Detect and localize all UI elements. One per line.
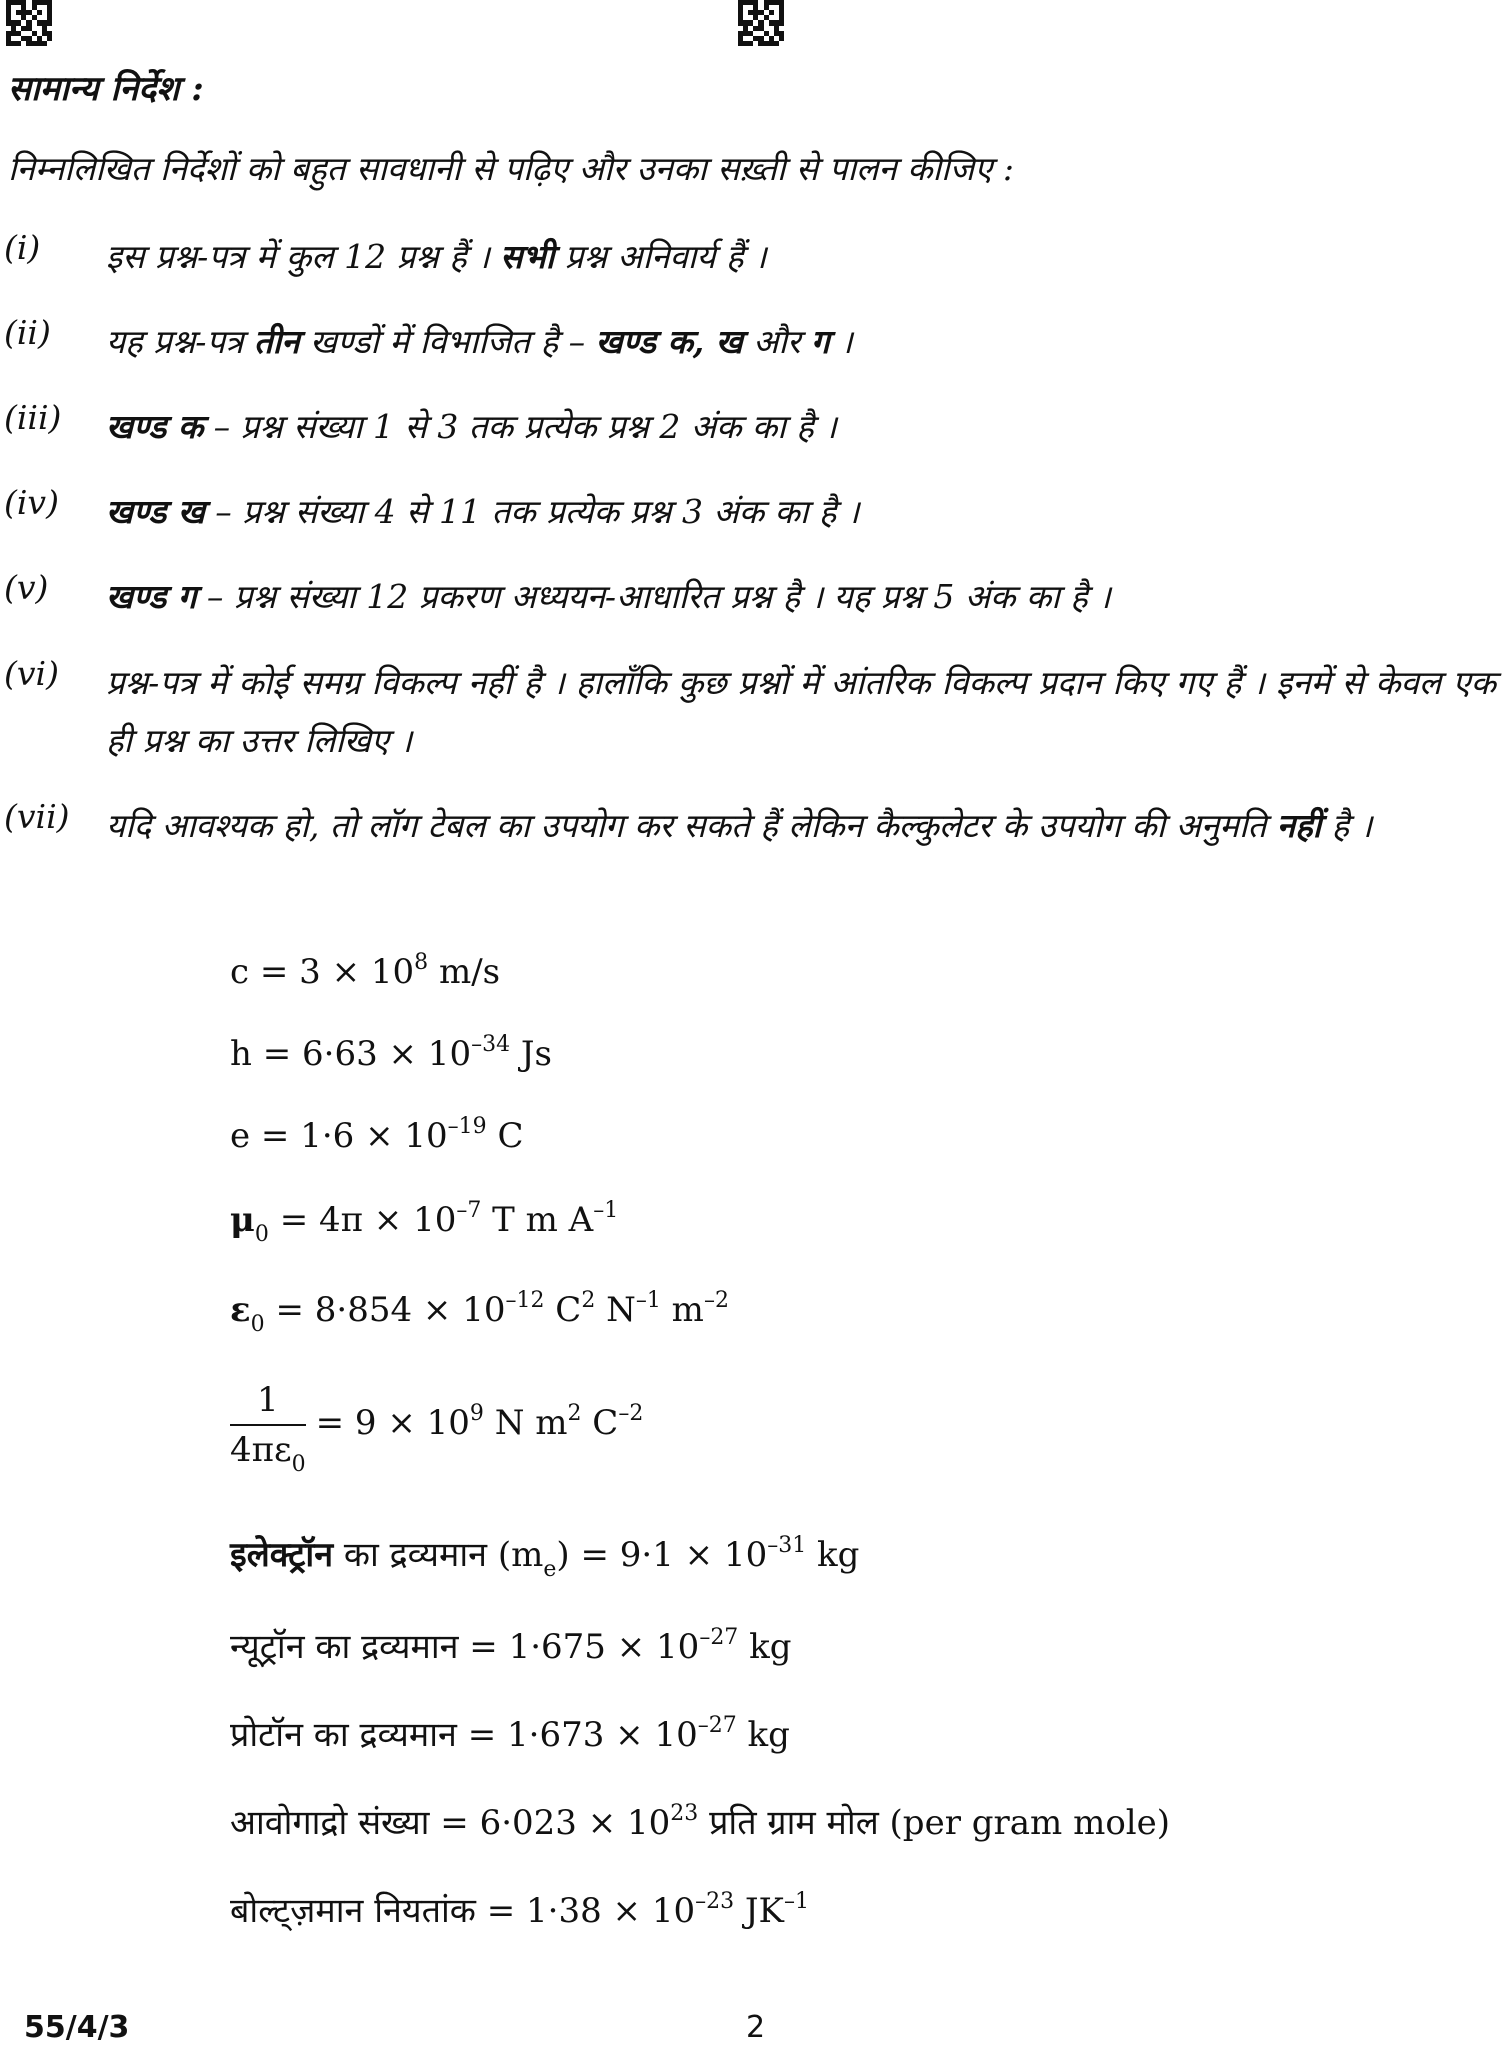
constant-electron-charge: $e = 1\cdot 6 \times 10^{-19}$ C [230,1114,524,1156]
constant-avogadro: आवोगाद्रो संख्या = $6\cdot 023 \times 10^{23}$ प्रति ग्राम मोल (per gram mole) [230,1801,1171,1843]
item-text: खण्ड ख – प्रश्न संख्या 4 से 11 तक प्रत्येक प्रश्न 3 अंक का है । [106,492,860,531]
item-text: यह प्रश्न-पत्र तीन खण्डों में विभाजित है – खण्ड क, ख और ग । [106,322,853,361]
item-text: इस प्रश्न-पत्र में कुल 12 प्रश्न हैं । सभी प्रश्न अनिवार्य हैं । [106,237,767,276]
constant-neutron-mass: न्यूट्रॉन का द्रव्यमान = $1\cdot 675 \times 10^{-27}$ kg [230,1625,792,1667]
constant-proton-mass: प्रोटॉन का द्रव्यमान = $1\cdot 673 \times 10^{-27}$ kg [230,1713,790,1755]
item-text: खण्ड ग – प्रश्न संख्या 12 प्रकरण अध्ययन-आधारित प्रश्न है । यह प्रश्न 5 अंक का है । [106,577,1111,616]
constant-electron-mass: इलेक्ट्रॉन का द्रव्यमान $(m_e) = 9\cdot 1 \times 10^{-31}$ kg [230,1533,860,1582]
item-number: (ii) [4,313,51,352]
paper-code: 55/4/3 [24,2010,130,2045]
constant-speed-of-light: $c = 3 \times 10^8$ m/s [230,950,501,992]
page-number: 2 [746,2010,766,2045]
item-text: यदि आवश्यक हो, तो लॉग टेबल का उपयोग कर सकते हैं लेकिन कैल्कुलेटर के उपयोग की अनुमति नहीं है । [106,806,1373,845]
constant-permeability: $\mu_0 = 4\pi \times 10^{-7}$ T m $A^{-1}$ [230,1198,619,1247]
constant-coulomb: $\frac{1}{4\pi\varepsilon_0}$ = $9 \times 10^9$ N $m^2$ $C^{-2}$ [230,1380,644,1477]
item-number: (iii) [4,398,62,437]
constant-planck: $h = 6\cdot 63 \times 10^{-34}$ Js [230,1032,552,1074]
instructions-intro: निम्नलिखित निर्देशों को बहुत सावधानी से पढ़िए और उनका सख़्ती से पालन कीजिए : [8,149,1014,188]
item-text: खण्ड क – प्रश्न संख्या 1 से 3 तक प्रत्येक प्रश्न 2 अंक का है । [106,407,837,446]
item-text: प्रश्न-पत्र में कोई समग्र विकल्प नहीं है । हालाँकि कुछ प्रश्नों में आंतरिक विकल्प प्रदान किए गए हैं । इनमें से केवल एक ही प्रश्न का उत्तर लिखिए । [106,663,1496,760]
constant-permittivity: $\varepsilon_0 = 8\cdot 854 \times 10^{-12}$ $C^2$ $N^{-1}$ $m^{-2}$ [230,1288,729,1337]
instructions-heading: सामान्य निर्देश : [8,69,204,109]
item-number: (vii) [4,797,70,836]
constant-boltzmann: बोल्ट्ज़मान नियतांक = $1\cdot 38 \times 10^{-23}$ $JK^{-1}$ [230,1889,809,1931]
item-number: (i) [4,228,41,267]
qr-code-icon [6,0,52,46]
item-number: (vi) [4,654,59,693]
item-number: (iv) [4,483,59,522]
qr-code-icon [738,0,784,46]
item-number: (v) [4,568,49,607]
fraction: $\frac{1}{4\pi\varepsilon_0}$ [230,1380,306,1477]
